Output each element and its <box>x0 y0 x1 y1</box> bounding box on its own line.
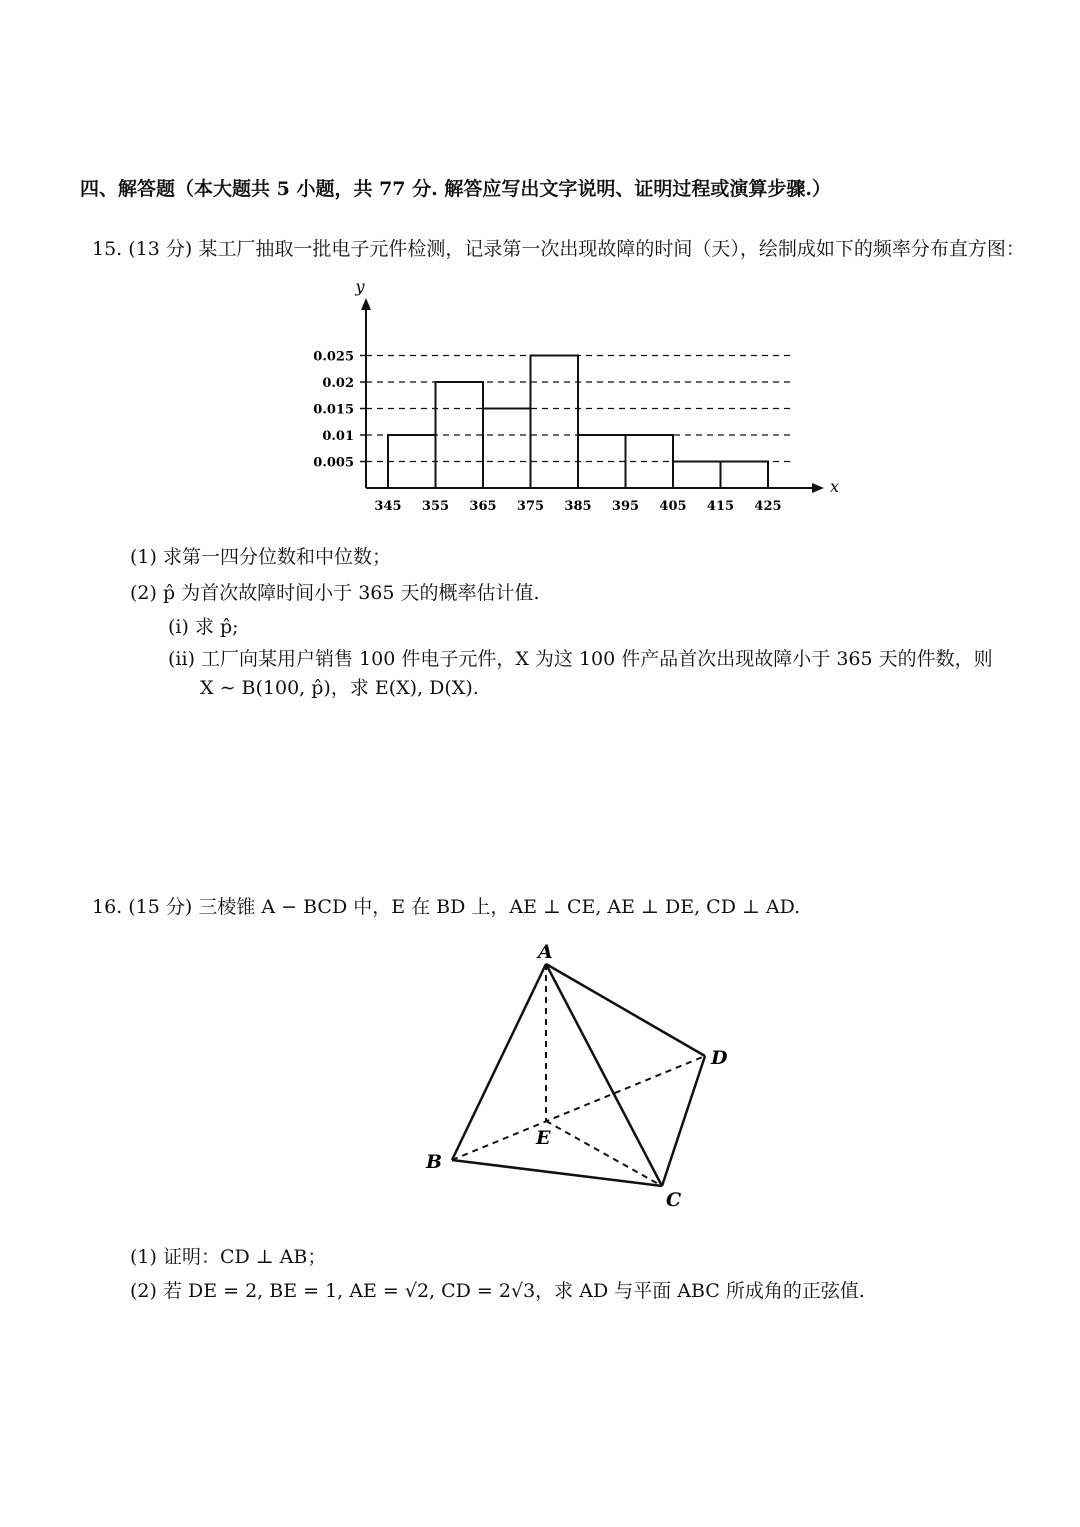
x-tick-label: 385 <box>564 499 592 514</box>
y-tick-label: 0.005 <box>313 455 354 471</box>
edge-BD <box>452 1056 705 1160</box>
x-axis-arrow <box>812 483 824 493</box>
tetrahedron-figure <box>420 938 740 1208</box>
q15-part2: (2) p̂ 为首次故障时间小于 365 天的概率估计值. <box>130 582 540 604</box>
histogram-axes <box>354 278 839 496</box>
vertex-label-D: D <box>711 1047 728 1069</box>
histogram-bar <box>483 409 531 489</box>
histogram-grid <box>366 356 794 462</box>
x-tick-labels <box>374 499 781 514</box>
vertex-label-A: A <box>538 941 553 963</box>
y-tick-labels <box>313 350 366 471</box>
q15-part2-i: (i) 求 p̂; <box>168 616 239 638</box>
y-axis-label: y <box>355 278 365 296</box>
edge-AB <box>452 964 546 1160</box>
x-tick-label: 415 <box>706 499 735 514</box>
x-axis-label: x <box>830 477 840 496</box>
q16-stem: 16. (15 分) 三棱锥 A − BCD 中，E 在 BD 上，AE ⊥ CE, AE ⊥ DE, CD ⊥ AD. <box>92 896 801 918</box>
x-tick-label: 405 <box>659 499 687 514</box>
histogram-bars <box>388 356 768 489</box>
q15-part2-ii-line2: X ∼ B(100, p̂)，求 E(X), D(X). <box>200 677 479 699</box>
histogram-bar <box>673 462 721 489</box>
histogram-bar <box>531 356 579 489</box>
edge-CD <box>662 1056 705 1186</box>
x-tick-label: 395 <box>611 499 640 514</box>
histogram-chart <box>310 278 870 523</box>
x-tick-label: 375 <box>516 499 545 514</box>
y-tick-label: 0.015 <box>313 402 354 418</box>
q15-stem: 15. (13 分) 某工厂抽取一批电子元件检测，记录第一次出现故障的时间（天），绘制成如下的频率分布直方图： <box>92 238 1025 260</box>
vertex-label-C: C <box>666 1189 682 1208</box>
x-tick-label: 355 <box>421 499 450 514</box>
y-tick-label: 0.02 <box>322 376 354 391</box>
x-tick-label: 345 <box>374 499 402 514</box>
histogram-bar <box>721 462 769 489</box>
vertex-label-E: E <box>536 1127 551 1149</box>
hidden-edges <box>452 964 705 1186</box>
q15-part2-ii-line1: (ii) 工厂向某用户销售 100 件电子元件，X 为这 100 件产品首次出现故障小于 365 天的件数，则 <box>168 648 993 670</box>
q15-part1: (1) 求第一四分位数和中位数； <box>130 546 391 568</box>
x-tick-label: 365 <box>469 499 497 514</box>
section-header: 四、解答题（本大题共 5 小题，共 77 分. 解答应写出文字说明、证明过程或演算步骤.） <box>80 178 831 200</box>
y-tick-label: 0.025 <box>313 349 354 365</box>
edge-BC <box>452 1160 662 1186</box>
q16-part2: (2) 若 DE = 2, BE = 1, AE = √2, CD = 2√3，求 AD 与平面 ABC 所成角的正弦值. <box>130 1280 865 1302</box>
solid-edges <box>452 964 705 1186</box>
q16-part1: (1) 证明：CD ⊥ AB； <box>130 1246 327 1268</box>
y-axis-arrow <box>361 298 371 310</box>
y-tick-label: 0.01 <box>322 429 354 444</box>
x-tick-label: 425 <box>754 499 782 514</box>
vertex-label-B: B <box>426 1151 443 1173</box>
